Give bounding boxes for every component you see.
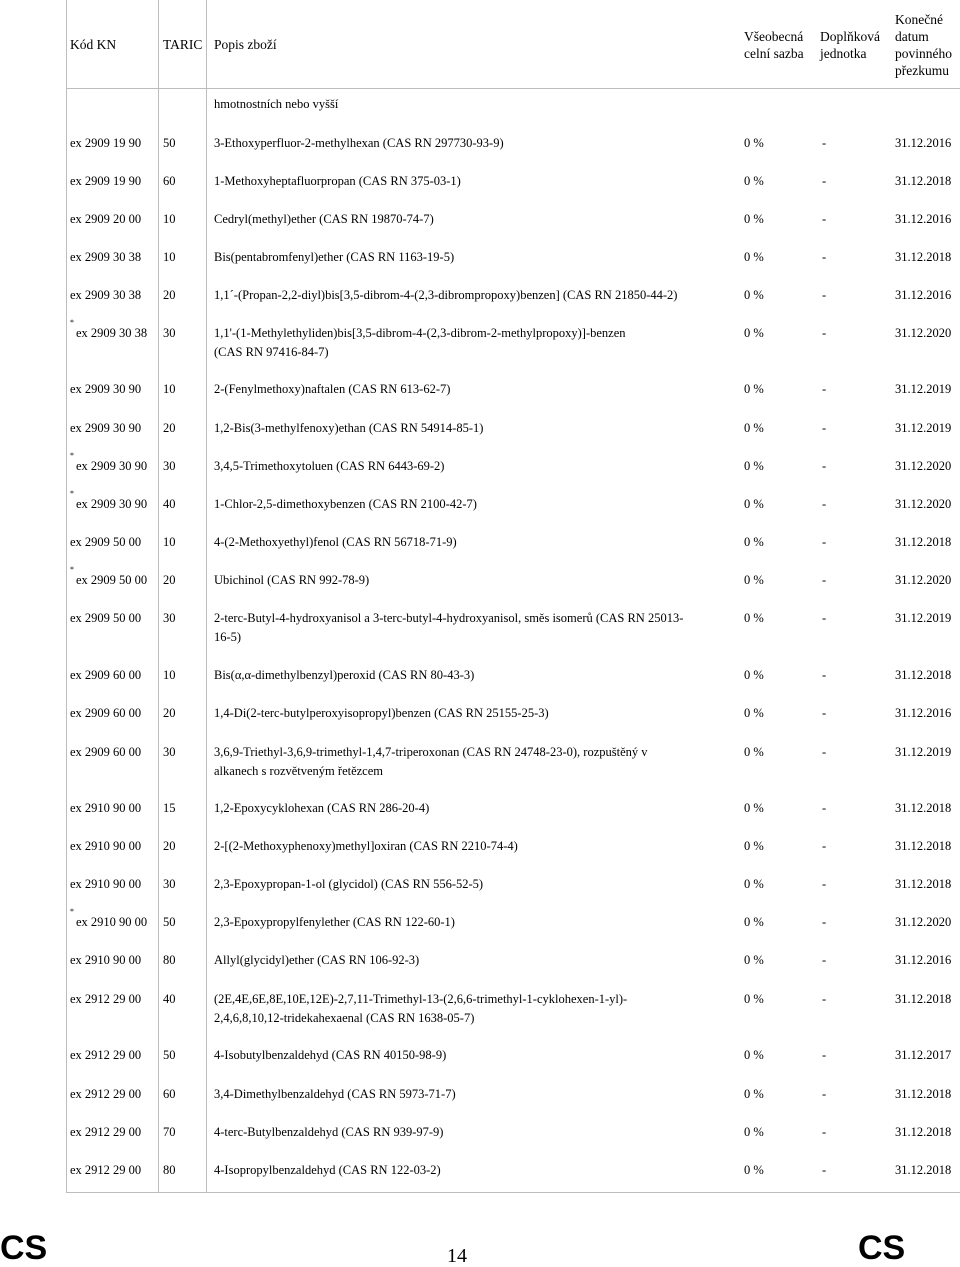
page-number: 14 [447,1245,467,1267]
cell-taric: 50 [163,1048,176,1062]
cell-unit: - [822,250,827,264]
cell-taric: 60 [163,174,176,188]
cell-description: Ubichinol (CAS RN 992-78-9) [214,573,370,587]
cell-rate: 0 % [744,250,764,264]
footer-language-mark-left: CS [0,1229,48,1267]
cell-rate: 0 % [744,421,764,435]
cell-description: 2,3-Epoxypropylfenylether (CAS RN 122-60-1) [214,915,455,929]
cell-taric: 20 [163,706,176,720]
cell-rate: 0 % [744,668,764,682]
cell-taric: 40 [163,497,176,511]
cell-taric: 30 [163,745,176,759]
cell-description: 1,4-Di(2-terc-butylperoxyisopropyl)benzen (CAS RN 25155-25-3) [214,706,549,720]
cell-taric: 60 [163,1087,176,1101]
cell-rate: 0 % [744,174,764,188]
cell-description-continued: alkanech s rozvětveným řetězcem [214,764,384,778]
cell-taric: 30 [163,611,176,625]
cell-kn-code: ex 2910 90 00 [76,915,148,929]
cell-rate: 0 % [744,877,764,891]
cell-kn-code: ex 2909 30 38 [70,288,142,302]
cell-description: 3,4-Dimethylbenzaldehyd (CAS RN 5973-71-7) [214,1087,456,1101]
cell-unit: - [822,535,827,549]
cell-date: 31.12.2019 [895,421,952,435]
cell-taric: 80 [163,1163,176,1177]
cell-taric: 30 [163,326,176,340]
cell-date: 31.12.2018 [895,801,952,815]
cell-taric: 10 [163,212,176,226]
cell-rate: 0 % [744,497,764,511]
cell-rate: 0 % [744,992,764,1006]
cell-description: 3,4,5-Trimethoxytoluen (CAS RN 6443-69-2) [214,459,445,473]
header-sazba-line: celní sazba [744,46,804,61]
cell-date: 31.12.2019 [895,382,952,396]
header-jednotka-line: jednotka [820,46,867,61]
header-jednotka-line: Doplňková [820,29,880,44]
cell-unit: - [822,992,827,1006]
header-divider [67,88,960,89]
cell-rate: 0 % [744,1048,764,1062]
cell-taric: 10 [163,535,176,549]
cell-kn-code: ex 2910 90 00 [70,953,142,967]
cell-kn-code: ex 2909 30 38 [70,250,142,264]
cell-date: 31.12.2018 [895,668,952,682]
cell-unit: - [822,1125,827,1139]
cell-date: 31.12.2018 [895,1087,952,1101]
cell-description: 1-Chlor-2,5-dimethoxybenzen (CAS RN 2100-42-7) [214,497,477,511]
cell-description-continued: 16-5) [214,630,242,644]
cell-date: 31.12.2020 [895,459,952,473]
cell-unit: - [822,497,827,511]
cell-kn-code: ex 2912 29 00 [70,992,142,1006]
cell-date: 31.12.2018 [895,250,952,264]
cell-unit: - [822,573,827,587]
cell-taric: 10 [163,668,176,682]
cell-kn-code: ex 2912 29 00 [70,1125,142,1139]
cell-rate: 0 % [744,326,764,340]
cell-kn-code: ex 2909 60 00 [70,668,142,682]
cell-taric: 30 [163,459,176,473]
cell-kn-code: ex 2909 30 38 [76,326,148,340]
cell-unit: - [822,745,827,759]
cell-unit: - [822,174,827,188]
cell-kn-code: ex 2910 90 00 [70,877,142,891]
cell-date: 31.12.2020 [895,497,952,511]
cell-unit: - [822,326,827,340]
cell-unit: - [822,668,827,682]
cell-kn-code: ex 2910 90 00 [70,801,142,815]
cell-date: 31.12.2018 [895,877,952,891]
cell-rate: 0 % [744,136,764,150]
cell-unit: - [822,212,827,226]
cell-taric: 50 [163,136,176,150]
cell-description: 1,2-Epoxycyklohexan (CAS RN 286-20-4) [214,801,430,815]
cell-description: 4-(2-Methoxyethyl)fenol (CAS RN 56718-71-9) [214,535,457,549]
cell-rate: 0 % [744,915,764,929]
cell-taric: 30 [163,877,176,891]
cell-taric: 80 [163,953,176,967]
cell-date: 31.12.2019 [895,611,952,625]
cell-unit: - [822,801,827,815]
header-datum-line: Konečné [895,12,943,27]
cell-description: (2E,4E,6E,8E,10E,12E)-2,7,11-Trimethyl-13-(2,6,6-trimethyl-1-cyklohexen-1-yl)- [214,992,628,1006]
cell-rate: 0 % [744,1087,764,1101]
cell-rate: 0 % [744,1163,764,1177]
cell-kn-code: ex 2909 50 00 [70,611,142,625]
cell-description: 4-Isopropylbenzaldehyd (CAS RN 122-03-2) [214,1163,441,1177]
cell-unit: - [822,421,827,435]
cell-taric: 20 [163,421,176,435]
cell-unit: - [822,915,827,929]
cell-kn-code: ex 2909 50 00 [76,573,148,587]
cell-date: 31.12.2016 [895,136,952,150]
cell-kn-code: ex 2909 30 90 [70,421,142,435]
cell-kn-code: ex 2909 30 90 [76,459,148,473]
new-entry-asterisk: * [70,489,74,498]
cell-date: 31.12.2016 [895,212,952,226]
cell-kn-code: ex 2909 20 00 [70,212,142,226]
cell-unit: - [822,459,827,473]
cell-rate: 0 % [744,288,764,302]
cell-taric: 20 [163,288,176,302]
cell-description: 1,1'-(1-Methylethyliden)bis[3,5-dibrom-4-(2,3-dibrom-2-methylpropoxy)]-benzen [214,326,626,340]
header-taric: TARIC [163,37,203,52]
cell-unit: - [822,839,827,853]
cell-kn-code: ex 2912 29 00 [70,1087,142,1101]
cell-kn-code: ex 2909 30 90 [70,382,142,396]
cell-kn-code: ex 2912 29 00 [70,1048,142,1062]
cell-unit: - [822,953,827,967]
cell-description: 1,2-Bis(3-methylfenoxy)ethan (CAS RN 54914-85-1) [214,421,484,435]
header-datum-line: povinného [895,46,952,61]
cell-rate: 0 % [744,382,764,396]
cell-description-continued: (CAS RN 97416-84-7) [214,345,329,359]
cell-date: 31.12.2018 [895,174,952,188]
cell-date: 31.12.2018 [895,839,952,853]
header-sazba [744,28,804,62]
header-sazba-line: Všeobecná [744,29,804,44]
header-kod-kn: Kód KN [70,37,117,52]
cell-taric: 10 [163,382,176,396]
cell-description: 2-[(2-Methoxyphenoxy)methyl]oxiran (CAS RN 2210-74-4) [214,839,518,853]
cell-rate: 0 % [744,573,764,587]
cell-rate: 0 % [744,459,764,473]
cell-description: 4-terc-Butylbenzaldehyd (CAS RN 939-97-9) [214,1125,444,1139]
cell-unit: - [822,706,827,720]
cell-description: 1,1´-(Propan-2,2-diyl)bis[3,5-dibrom-4-(2,3-dibrompropoxy)benzen] (CAS RN 21850-44-2) [214,288,678,302]
column-divider [206,0,207,1192]
cell-kn-code: ex 2912 29 00 [70,1163,142,1177]
cell-date: 31.12.2018 [895,1163,952,1177]
cell-unit: - [822,1087,827,1101]
cell-kn-code: ex 2909 30 90 [76,497,148,511]
cell-taric: 15 [163,801,176,815]
cell-date: 31.12.2017 [895,1048,952,1062]
cell-date: 31.12.2016 [895,706,952,720]
cell-date: 31.12.2018 [895,992,952,1006]
cell-date: 31.12.2020 [895,573,952,587]
cell-taric: 70 [163,1125,176,1139]
cell-description: 1-Methoxyheptafluorpropan (CAS RN 375-03-1) [214,174,461,188]
cell-unit: - [822,136,827,150]
cell-date: 31.12.2020 [895,326,952,340]
cell-unit: - [822,1048,827,1062]
column-divider [158,0,159,1192]
cell-unit: - [822,611,827,625]
cell-rate: 0 % [744,1125,764,1139]
cell-date: 31.12.2016 [895,288,952,302]
cell-description: 2,3-Epoxypropan-1-ol (glycidol) (CAS RN 556-52-5) [214,877,484,891]
cell-kn-code: ex 2909 50 00 [70,535,142,549]
new-entry-asterisk: * [70,907,74,916]
cell-kn-code: ex 2909 19 90 [70,136,142,150]
cell-description: 2-terc-Butyl-4-hydroxyanisol a 3-terc-butyl-4-hydroxyanisol, směs isomerů (CAS RN 25013- [214,611,684,625]
cell-date: 31.12.2019 [895,745,952,759]
cell-description: Bis(α,α-dimethylbenzyl)peroxid (CAS RN 80-43-3) [214,668,475,682]
cell-description: Bis(pentabromfenyl)ether (CAS RN 1163-19-5) [214,250,455,264]
new-entry-asterisk: * [70,451,74,460]
header-jednotka [820,28,880,62]
new-entry-asterisk: * [70,318,74,327]
cell-date: 31.12.2020 [895,915,952,929]
cell-unit: - [822,382,827,396]
cell-rate: 0 % [744,953,764,967]
footer-language-mark-right: CS [858,1229,906,1267]
cell-rate: 0 % [744,801,764,815]
cell-unit: - [822,877,827,891]
cell-taric: 40 [163,992,176,1006]
cell-date: 31.12.2016 [895,953,952,967]
cell-unit: - [822,1163,827,1177]
cell-rate: 0 % [744,611,764,625]
cell-taric: 20 [163,839,176,853]
cell-kn-code: ex 2910 90 00 [70,839,142,853]
header-datum [895,11,952,79]
cell-rate: 0 % [744,535,764,549]
cell-description: Cedryl(methyl)ether (CAS RN 19870-74-7) [214,212,434,226]
new-entry-asterisk: * [70,565,74,574]
cell-kn-code: ex 2909 19 90 [70,174,142,188]
cell-description: Allyl(glycidyl)ether (CAS RN 106-92-3) [214,953,420,967]
cell-kn-code: ex 2909 60 00 [70,706,142,720]
cell-date: 31.12.2018 [895,535,952,549]
header-datum-line: přezkumu [895,63,949,78]
cell-unit: - [822,288,827,302]
cell-taric: 20 [163,573,176,587]
cell-description-continued: 2,4,6,8,10,12-tridekahexaenal (CAS RN 1638-05-7) [214,1011,475,1025]
header-datum-line: datum [895,29,929,44]
cell-taric: 10 [163,250,176,264]
continued-description: hmotnostních nebo vyšší [214,97,339,111]
cell-rate: 0 % [744,212,764,226]
cell-taric: 50 [163,915,176,929]
header-popis: Popis zboží [214,37,277,52]
cell-rate: 0 % [744,706,764,720]
cell-description: 4-Isobutylbenzaldehyd (CAS RN 40150-98-9) [214,1048,447,1062]
cell-kn-code: ex 2909 60 00 [70,745,142,759]
cell-description: 2-(Fenylmethoxy)naftalen (CAS RN 613-62-7) [214,382,451,396]
cell-rate: 0 % [744,745,764,759]
cell-rate: 0 % [744,839,764,853]
cell-description: 3-Ethoxyperfluor-2-methylhexan (CAS RN 297730-93-9) [214,136,504,150]
cell-description: 3,6,9-Triethyl-3,6,9-trimethyl-1,4,7-triperoxonan (CAS RN 24748-23-0), rozpuštěný v [214,745,648,759]
cell-date: 31.12.2018 [895,1125,952,1139]
